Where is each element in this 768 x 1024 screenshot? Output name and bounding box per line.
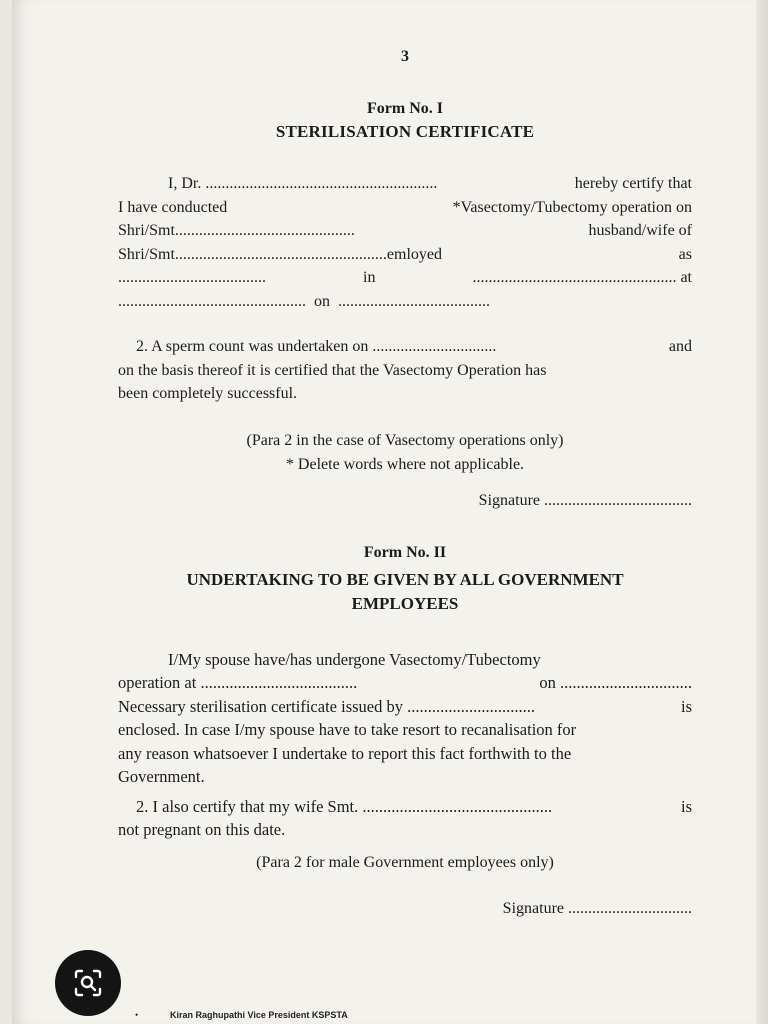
- document-content: [118, 48, 692, 918]
- text-line: in: [363, 269, 376, 286]
- form2-signature-line: Signature ...............................: [502, 899, 692, 917]
- form1-paragraph-2: [118, 335, 692, 406]
- image-search-icon[interactable]: [55, 950, 121, 1016]
- form1-paragraph-1: [118, 172, 692, 313]
- text-line: is: [680, 696, 692, 716]
- text-line: is: [680, 796, 692, 816]
- form2-title: [118, 568, 692, 616]
- form1-number: Form No. I: [367, 100, 443, 117]
- text-line: and: [668, 338, 692, 355]
- text-line: on: [314, 292, 330, 310]
- form2-note: (Para 2 for male Government employees only): [256, 853, 554, 871]
- text-line: on ................................: [539, 673, 692, 692]
- text-line: Shri/Smt.............................................: [118, 222, 355, 239]
- form1-note-delete: * Delete words where not applicable.: [285, 455, 525, 473]
- text-line: I have conducted: [118, 198, 228, 216]
- text-line: Necessary sterilisation certificate issued by ...............................: [118, 696, 535, 716]
- text-line: .....................................: [118, 269, 266, 286]
- form2-title-line-1: UNDERTAKING TO BE GIVEN BY ALL GOVERNMENT: [186, 569, 624, 589]
- form1-note-para2: (Para 2 in the case of Vasectomy operations only): [246, 431, 564, 449]
- text-line: enclosed. In case I/my spouse have to take resort to recanalisation for: [118, 720, 577, 739]
- form2-number: Form No. II: [363, 543, 447, 561]
- lens-icon: [73, 968, 103, 998]
- page-edge: [756, 0, 768, 1024]
- text-line: operation at ......................................: [118, 673, 358, 692]
- text-line: I/My spouse have/has undergone Vasectomy/Tubectomy: [168, 649, 541, 669]
- form1-title: STERILISATION CERTIFICATE: [275, 122, 535, 141]
- form2-paragraph-1: [118, 648, 692, 789]
- footer-credit: Kiran Raghupathi Vice President KSPSTA: [170, 1010, 348, 1020]
- footer-bullet: •: [135, 1010, 139, 1020]
- text-line: Government.: [118, 767, 205, 786]
- form1-signature-line: Signature .....................................: [478, 491, 692, 509]
- text-line: been completely successful.: [118, 385, 298, 402]
- text-line: husband/wife of: [588, 222, 692, 239]
- page-number: 3: [401, 48, 409, 65]
- text-line: as: [678, 245, 692, 263]
- text-line: ......................................: [338, 292, 490, 310]
- form2-title-line-2: EMPLOYEES: [351, 593, 459, 613]
- text-line: ................................................... at: [472, 269, 692, 286]
- text-line: *Vasectomy/Tubectomy operation on: [452, 198, 692, 216]
- text-line: hereby certify that: [574, 175, 692, 192]
- form2-paragraph-2: [118, 795, 692, 842]
- text-line: Shri/Smt.....................................................emloyed: [118, 245, 442, 263]
- text-line: not pregnant on this date.: [118, 820, 286, 839]
- text-line: on the basis thereof it is certified that the Vasectomy Operation has: [118, 361, 547, 379]
- text-line: 2. A sperm count was undertaken on ...............................: [136, 338, 497, 355]
- text-line: 2. I also certify that my wife Smt. ..............................................: [136, 796, 553, 816]
- text-line: ...............................................: [118, 292, 306, 310]
- text-line: I, Dr. ..........................................................: [168, 175, 438, 192]
- text-line: any reason whatsoever I undertake to report this fact forthwith to the: [118, 743, 572, 763]
